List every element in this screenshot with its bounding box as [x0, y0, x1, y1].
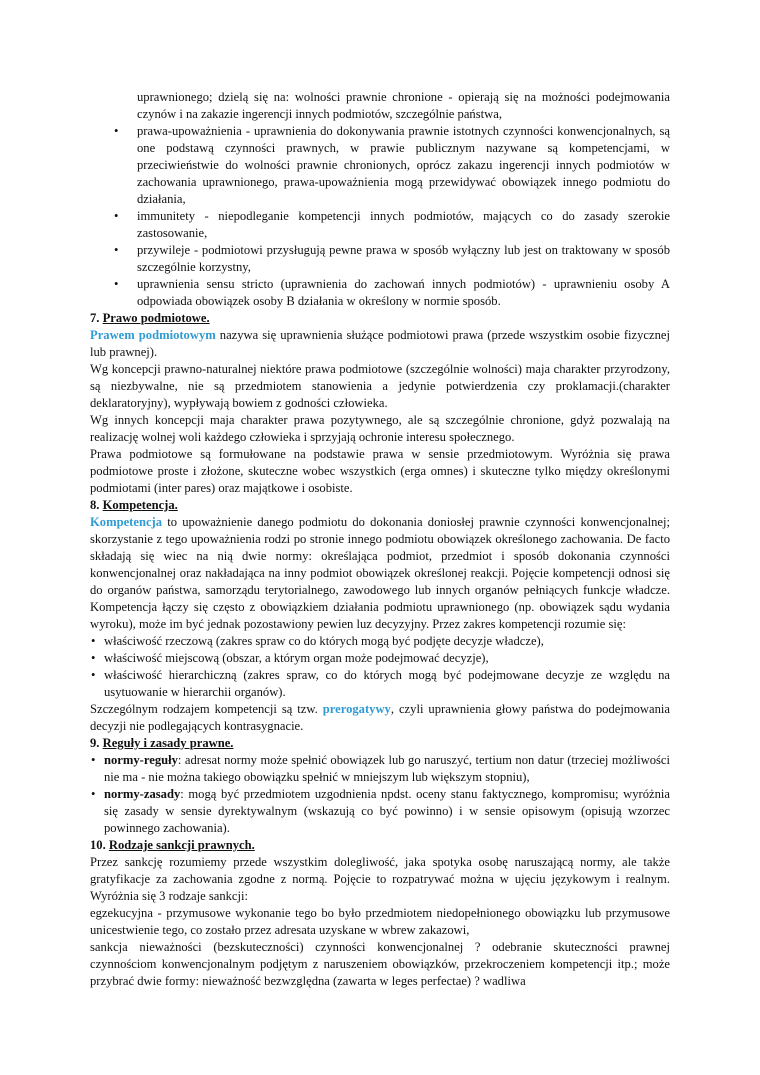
document-page — [90, 89, 670, 990]
intro-continuation: uprawnionego; dzielą się na: wolności prawnie chronione - opierają się na możności podejmowania czynów i na zakazie ingerencji innych podmiotów, szczególnie państwa, — [137, 90, 670, 121]
term-highlight: prerogatywy — [322, 702, 391, 716]
section-title: Rodzaje sankcji prawnych. — [108, 838, 255, 852]
definition-text: to upoważnienie danego podmiotu do dokonania doniosłej prawnie czynności konwencjonalnej; skorzystanie z tego upoważnienia rodzi po stronie innego podmiotu obowiązek określonego zachowania. De facto składają się wiec na nią dwie normy: określająca podmiot, przedmiot i sposób dokonania czynności konwencjonalnej oraz nakładająca na inny podmiot obowiązek określonej reakcji. Pojęcie kompetencji odnosi się do organów państwa, samorządu terytorialnego, zawodowego lub innych organów pełniących funkcje władcze. Kompetencja łączy się często z obowiązkiem działania podmiotu uprawnionego (np. obowiązek sądu wydania wyroku), może im być jednak pozostawiony pewien luz decyzyjny. Przez zakres kompetencji rozumie się: — [90, 515, 670, 631]
section-10-heading — [90, 837, 670, 854]
list-item: • immunitety - niepodleganie kompetencji innych podmiotów, mających co do zasady szerokie zastosowanie, — [90, 208, 670, 242]
section-title: Prawo podmiotowe. — [102, 311, 210, 325]
paragraph: egzekucyjna - przymusowe wykonanie tego bo było przedmiotem niedopełnionego obowiązku lub przymusowe unicestwienie tego, co zostało przez adresata uzyskane w wbrew zakazowi, — [90, 906, 670, 937]
paragraph: Wg innych koncepcji maja charakter prawa pozytywnego, ale są szczególnie chronione, gdyż pozwalają na realizację wolnej woli każdego człowieka i sprzyjają ochronie interesu społecznego. — [90, 413, 670, 444]
term-highlight: Prawem podmiotowym — [90, 328, 216, 342]
section-7-heading — [90, 310, 670, 327]
list-item: • przywileje - podmiotowi przysługują pewne prawa w sposób wyłączny lub jest on traktowany w sposób szczególnie korzystny, — [90, 242, 670, 276]
term-bold: normy-zasady — [104, 787, 181, 801]
term-highlight: Kompetencja — [90, 515, 163, 529]
list-item: • właściwość hierarchiczną (zakres spraw, co do których mogą być podejmowane decyzje ze względu na usytuowanie w hierarchii organów). — [90, 667, 670, 701]
list-item: • właściwość rzeczową (zakres spraw co do których mogą być podjęte decyzje władcze), — [90, 633, 670, 650]
term-bold: normy-reguły — [104, 753, 178, 767]
paragraph: sankcja nieważności (bezskuteczności) czynności konwencjonalnej ? odebranie skuteczności prawnej czynnościom konwencjonalnym podjętym z naruszeniem obowiązków, przekroczeniem kompetencji itp.; może przybrać dwie formy: nieważność bezwzględna (zawarta w leges perfectae) ? wadliwa — [90, 940, 670, 988]
list-item: • uprawnienia sensu stricto (uprawnienia do zachowań innych podmiotów) - uprawnieniu osoby A odpowiada obowiązek osoby B działania w określony w normie sposób. — [90, 276, 670, 310]
rights-types-list — [90, 123, 670, 310]
section-number: 10. — [90, 838, 106, 852]
list-item: • prawa-upoważnienia - uprawnienia do dokonywania prawnie istotnych czynności konwencjonalnych, są one podstawą czynności prawnych, w prawie publicznym nazywane są kompetencjami, w przeciwieństwie do wolności prawnie chronionych, oprócz zakazu ingerencji innych podmiotów w zachowania uprawnionego, prawa-upoważnienia mogą przewidywać obowiązek innego podmiotu do działania, — [90, 123, 670, 208]
list-item — [90, 786, 670, 837]
item-text: : mogą być przedmiotem uzgodnienia npdst. oceny stanu faktycznego, kompromisu; wyróżnia się zasady w sensie dyrektywalnym (wskazują co być powinno) i w sensie opisowym (opisują wzorzec powinnego zachowania). — [104, 787, 670, 835]
paragraph: Wg koncepcji prawno-naturalnej niektóre prawa podmiotowe (szczególnie wolności) maja charakter przyrodzony, są niezbywalne, nie są przedmiotem stanowienia a jedynie potwierdzenia czy proklamacji.(charakter deklaratoryjny), wypływają bowiem z godności człowieka. — [90, 362, 670, 410]
section-number: 9. — [90, 736, 100, 750]
norms-list — [90, 752, 670, 837]
definition-text: nazywa się uprawnienia służące podmiotowi prawa (przede wszystkim osobie fizycznej lub prawnej). — [90, 328, 670, 359]
list-item — [90, 752, 670, 786]
competence-scope-list — [90, 633, 670, 701]
section-title: Reguły i zasady prawne. — [102, 736, 234, 750]
section-8-definition — [90, 514, 670, 633]
section-number: 8. — [90, 498, 100, 512]
section-7-definition — [90, 327, 670, 361]
section-8-heading — [90, 497, 670, 514]
text-run: , czyli uprawnienia głowy państwa do podejmowania decyzji nie podlegających kontrasygnacie. — [90, 702, 670, 733]
paragraph: Prawa podmiotowe są formułowane na podstawie prawa w sensie przedmiotowym. Wyróżnia się prawa podmiotowe proste i złożone, skuteczne wobec wszystkich (erga omnes) i skuteczne tylko między określonymi podmiotami (inter pares) oraz majątkowe i osobiste. — [90, 447, 670, 495]
text-run: Szczególnym rodzajem kompetencji są tzw. — [90, 702, 323, 716]
section-number: 7. — [90, 311, 100, 325]
list-item: • właściwość miejscową (obszar, a którym organ może podejmować decyzje), — [90, 650, 670, 667]
section-title: Kompetencja. — [102, 498, 178, 512]
paragraph: Przez sankcję rozumiemy przede wszystkim dolegliwość, jaka spotyka osobę naruszającą normy, ale także gratyfikacje za zachowania zgodne z normą. Pojęcie to rozpatrywać można w ujęciu językowym i realnym. Wyróżnia się 3 rodzaje sankcji: — [90, 855, 670, 903]
section-9-heading — [90, 735, 670, 752]
prerogatives-paragraph — [90, 701, 670, 735]
item-text: : adresat normy może spełnić obowiązek lub go naruszyć, tertium non datur (trzeciej możliwości nie ma - nie można takiego obowiązku spełnić w mniejszym lub większym stopniu), — [104, 753, 670, 784]
